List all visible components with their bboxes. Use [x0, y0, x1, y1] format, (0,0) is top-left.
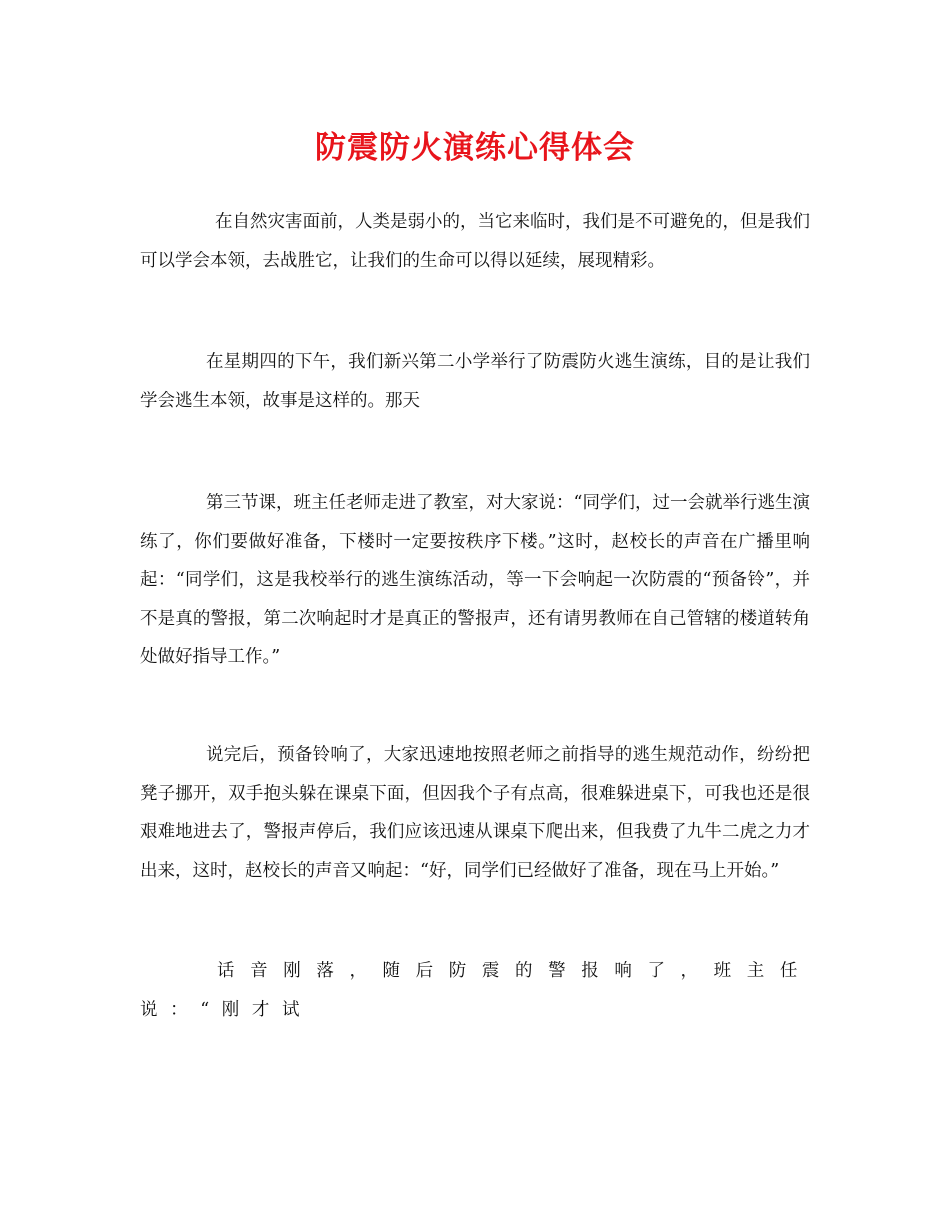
- paragraph-1: 在自然灾害面前，人类是弱小的，当它来临时，我们是不可避免的，但是我们可以学会本领，去战胜它，让我们的生命可以得以延续，展现精彩。: [140, 212, 810, 271]
- paragraph-2: 在星期四的下午，我们新兴第二小学举行了防震防火逃生演练，目的是让我们学会逃生本领，故事是这样的。那天: [140, 352, 810, 411]
- paragraph-5: 话音刚落，随后防震的警报响了，班主任说：“刚才试: [140, 961, 810, 1020]
- paragraph-3: 第三节课，班主任老师走进了教室，对大家说：“同学们，过一会就举行逃生演练了，你们要做好准备，下楼时一定要按秩序下楼。”这时，赵校长的声音在广播里响起：“同学们，这是我校举行的逃生演练活动，等一下会响起一次防震的“预备铃”，并不是真的警报，第二次响起时才是真正的警报声，还有请男教师在自己管辖的楼道转角处做好指导工作。”: [140, 493, 810, 667]
- document-title: 防震防火演练心得体会: [315, 130, 635, 166]
- paragraph-4: 说完后，预备铃响了，大家迅速地按照老师之前指导的逃生规范动作，纷纷把凳子挪开，双手抱头躲在课桌下面，但因我个子有点高，很难躲进桌下，可我也还是很艰难地进去了，警报声停后，我们应该迅速从课桌下爬出来，但我费了九牛二虎之力才出来，这时，赵校长的声音又响起：“好，同学们已经做好了准备，现在马上开始。”: [140, 745, 810, 881]
